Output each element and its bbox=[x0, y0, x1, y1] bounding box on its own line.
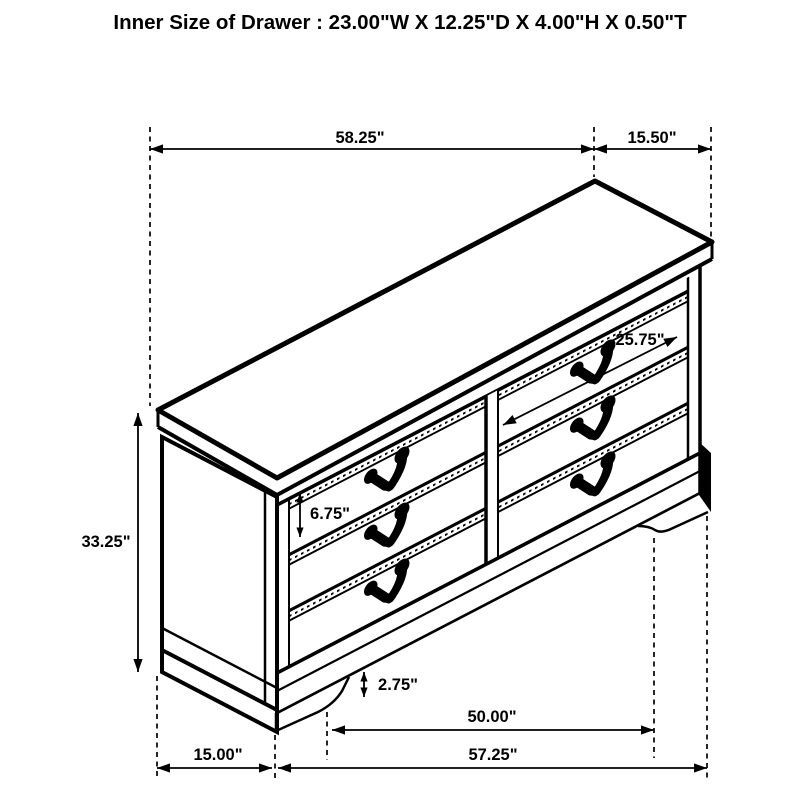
dim-label-top-width: 58.25" bbox=[335, 129, 385, 147]
arrowhead bbox=[360, 672, 367, 682]
arrowhead bbox=[594, 144, 607, 153]
dim-label-body-height: 33.25" bbox=[81, 533, 131, 551]
dim-label-drawer-face-width: 25.75" bbox=[615, 331, 665, 349]
arrowhead bbox=[694, 763, 707, 772]
arrowhead bbox=[332, 725, 345, 734]
dim-label-base-width: 57.25" bbox=[468, 746, 518, 764]
arrowhead bbox=[150, 144, 163, 153]
dim-label-top-side-depth: 15.50" bbox=[627, 129, 677, 147]
side-panel-face bbox=[162, 437, 277, 732]
center-stile bbox=[486, 390, 498, 564]
arrowhead bbox=[133, 659, 142, 672]
arrowhead bbox=[133, 413, 142, 426]
dim-label-feet-inner-width: 50.00" bbox=[467, 708, 517, 726]
dim-body-height bbox=[81, 413, 142, 672]
dim-label-base-side-depth: 15.00" bbox=[193, 746, 243, 764]
right-stile bbox=[688, 267, 700, 499]
arrowhead bbox=[581, 144, 594, 153]
arrowhead bbox=[698, 144, 711, 153]
dim-label-drawer-face-height: 6.75" bbox=[310, 505, 350, 523]
arrowhead bbox=[157, 763, 170, 772]
dim-base-side-depth bbox=[157, 746, 272, 773]
dim-label-foot-height: 2.75" bbox=[378, 676, 418, 694]
bracket-foot bbox=[638, 512, 708, 532]
arrowhead bbox=[259, 763, 272, 772]
dim-top-side-depth bbox=[594, 129, 711, 154]
left-side-panel bbox=[162, 437, 277, 732]
arrowhead bbox=[278, 763, 291, 772]
arrowhead bbox=[641, 725, 654, 734]
dim-top-width bbox=[150, 129, 594, 154]
arrowhead bbox=[360, 688, 367, 698]
diagram-title: Inner Size of Drawer : 23.00"W X 12.25"D X 4.00"H X 0.50"T bbox=[113, 11, 687, 34]
dim-base-width bbox=[278, 746, 707, 773]
dim-feet-inner-width bbox=[332, 708, 654, 735]
base-molding-return bbox=[699, 442, 711, 512]
dim-foot-height bbox=[360, 672, 418, 697]
